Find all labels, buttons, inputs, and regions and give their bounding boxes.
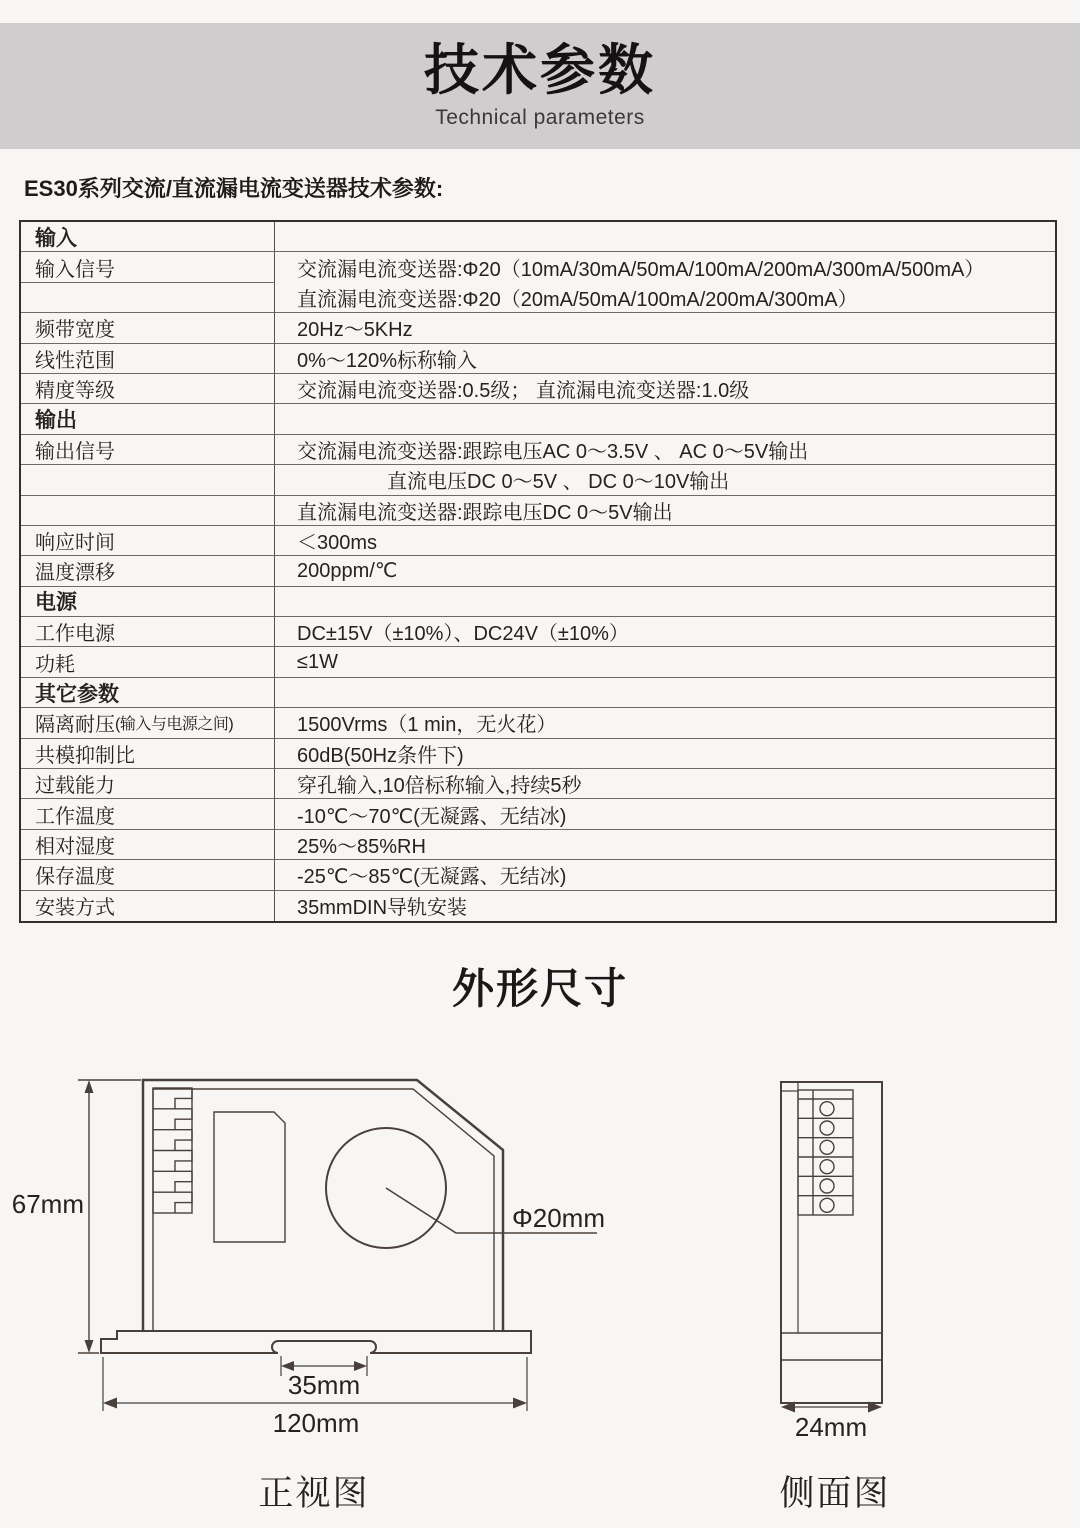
row-label: 其它参数 bbox=[21, 678, 275, 708]
row-label: 安装方式 bbox=[21, 891, 275, 921]
row-label: 温度漂移 bbox=[21, 556, 275, 586]
row-value: -10℃～70℃(无凝露、无结冰) bbox=[275, 799, 1055, 829]
slot-dim-label: 35mm bbox=[287, 1370, 361, 1400]
row-value: 25%～85%RH bbox=[275, 830, 1055, 860]
row-label: 隔离耐压 (输入与电源之间) bbox=[21, 708, 275, 738]
header-banner bbox=[0, 23, 1080, 149]
row-label: 工作电源 bbox=[21, 617, 275, 647]
row-label: 输出 bbox=[21, 404, 275, 434]
row-label: 过载能力 bbox=[21, 769, 275, 799]
table-row bbox=[21, 344, 1055, 374]
table-row bbox=[21, 374, 1055, 404]
row-value: -25℃～85℃(无凝露、无结冰) bbox=[275, 860, 1055, 890]
table-row bbox=[21, 739, 1055, 769]
row-value: 直流漏电流变送器:Φ20（20mA/50mA/100mA/200mA/300mA） bbox=[275, 283, 1055, 313]
table-row bbox=[21, 283, 1055, 313]
table-row bbox=[21, 496, 1055, 526]
row-label: 精度等级 bbox=[21, 374, 275, 404]
table-row bbox=[21, 891, 1055, 921]
row-value: 60dB(50Hz条件下) bbox=[275, 739, 1055, 769]
row-value: ＜300ms bbox=[275, 526, 1055, 556]
front-base bbox=[101, 1331, 531, 1353]
depth-dim-label: 24mm bbox=[794, 1412, 868, 1442]
row-value bbox=[275, 587, 1055, 617]
width-dim-label: 120mm bbox=[272, 1408, 360, 1438]
row-label: 相对湿度 bbox=[21, 830, 275, 860]
table-row bbox=[21, 556, 1055, 586]
table-row bbox=[21, 799, 1055, 829]
row-value bbox=[275, 678, 1055, 708]
row-value: 交流漏电流变送器:0.5级； 直流漏电流变送器:1.0级 bbox=[275, 374, 1055, 404]
table-section-row bbox=[21, 587, 1055, 617]
row-value: ≤1W bbox=[275, 647, 1055, 677]
row-value: 直流电压DC 0～5V 、 DC 0～10V输出 bbox=[275, 465, 1055, 495]
row-value: 35mmDIN导轨安装 bbox=[297, 897, 468, 920]
row-label: 线性范围 bbox=[21, 344, 275, 374]
row-value: 穿孔输入,10倍标称输入,持续5秒 bbox=[275, 769, 1055, 799]
dimension-drawing bbox=[0, 1058, 1080, 1528]
row-value bbox=[275, 404, 1055, 434]
row-label: 响应时间 bbox=[21, 526, 275, 556]
table-section-row bbox=[21, 678, 1055, 708]
row-label: 输入 bbox=[21, 222, 275, 252]
table-row bbox=[21, 465, 1055, 495]
row-label: 工作温度 bbox=[21, 799, 275, 829]
table-row bbox=[21, 830, 1055, 860]
table-row bbox=[21, 252, 1055, 282]
front-terminal-block bbox=[153, 1088, 192, 1213]
row-label bbox=[21, 465, 275, 495]
hole-dim-label: Φ20mm bbox=[512, 1203, 605, 1233]
row-label: 电源 bbox=[21, 587, 275, 617]
front-view-outline bbox=[143, 1080, 503, 1331]
row-label: 共模抑制比 bbox=[21, 739, 275, 769]
dimensions-title: 外形尺寸 bbox=[451, 965, 628, 1012]
side-view-label: 侧面图 bbox=[779, 1474, 891, 1513]
side-terminal-block bbox=[798, 1090, 853, 1215]
front-view-label: 正视图 bbox=[258, 1474, 370, 1513]
row-value: 交流漏电流变送器:跟踪电压AC 0～3.5V 、 AC 0～5V输出 bbox=[275, 435, 1055, 465]
table-row bbox=[21, 769, 1055, 799]
table-row bbox=[21, 617, 1055, 647]
table-row bbox=[21, 526, 1055, 556]
height-dim-label: 67mm bbox=[11, 1189, 84, 1219]
row-label: 功耗 bbox=[21, 647, 275, 677]
side-view-outline bbox=[781, 1082, 882, 1403]
table-section-row bbox=[21, 404, 1055, 434]
row-value: 200ppm/℃ bbox=[275, 556, 1055, 586]
front-label-plate bbox=[214, 1112, 285, 1242]
page-title: 技术参数 bbox=[423, 39, 656, 102]
row-value: 直流漏电流变送器:跟踪电压DC 0～5V输出 bbox=[275, 496, 1055, 526]
row-value: 20Hz～5KHz bbox=[275, 313, 1055, 343]
spec-table bbox=[19, 220, 1057, 923]
table-section-row bbox=[21, 222, 1055, 252]
height-dimension bbox=[78, 1080, 141, 1353]
row-label-note: (输入与电源之间) bbox=[115, 716, 234, 734]
table-row bbox=[21, 708, 1055, 738]
row-label: 输出信号 bbox=[21, 435, 275, 465]
row-value: DC±15V（±10%）、DC24V（±10%） bbox=[275, 617, 1055, 647]
side-base-lines bbox=[781, 1333, 882, 1360]
row-label: 保存温度 bbox=[21, 860, 275, 890]
row-value: 1500Vrms（1 min，无火花） bbox=[275, 708, 1055, 738]
table-row bbox=[21, 435, 1055, 465]
table-row bbox=[21, 647, 1055, 677]
page-subtitle: Technical parameters bbox=[435, 105, 645, 129]
intro-heading: ES30系列交流/直流漏电流变送器技术参数: bbox=[24, 176, 444, 201]
row-value bbox=[275, 222, 1055, 252]
table-row bbox=[21, 860, 1055, 890]
row-value: 0%～120%标称输入 bbox=[275, 344, 1055, 374]
row-label bbox=[21, 496, 275, 526]
row-label bbox=[21, 283, 275, 313]
row-value: 交流漏电流变送器:Φ20（10mA/30mA/50mA/100mA/200mA/300mA/500mA） bbox=[297, 259, 985, 282]
table-row bbox=[21, 313, 1055, 343]
row-label: 频带宽度 bbox=[21, 313, 275, 343]
row-label: 输入信号 bbox=[21, 252, 275, 282]
